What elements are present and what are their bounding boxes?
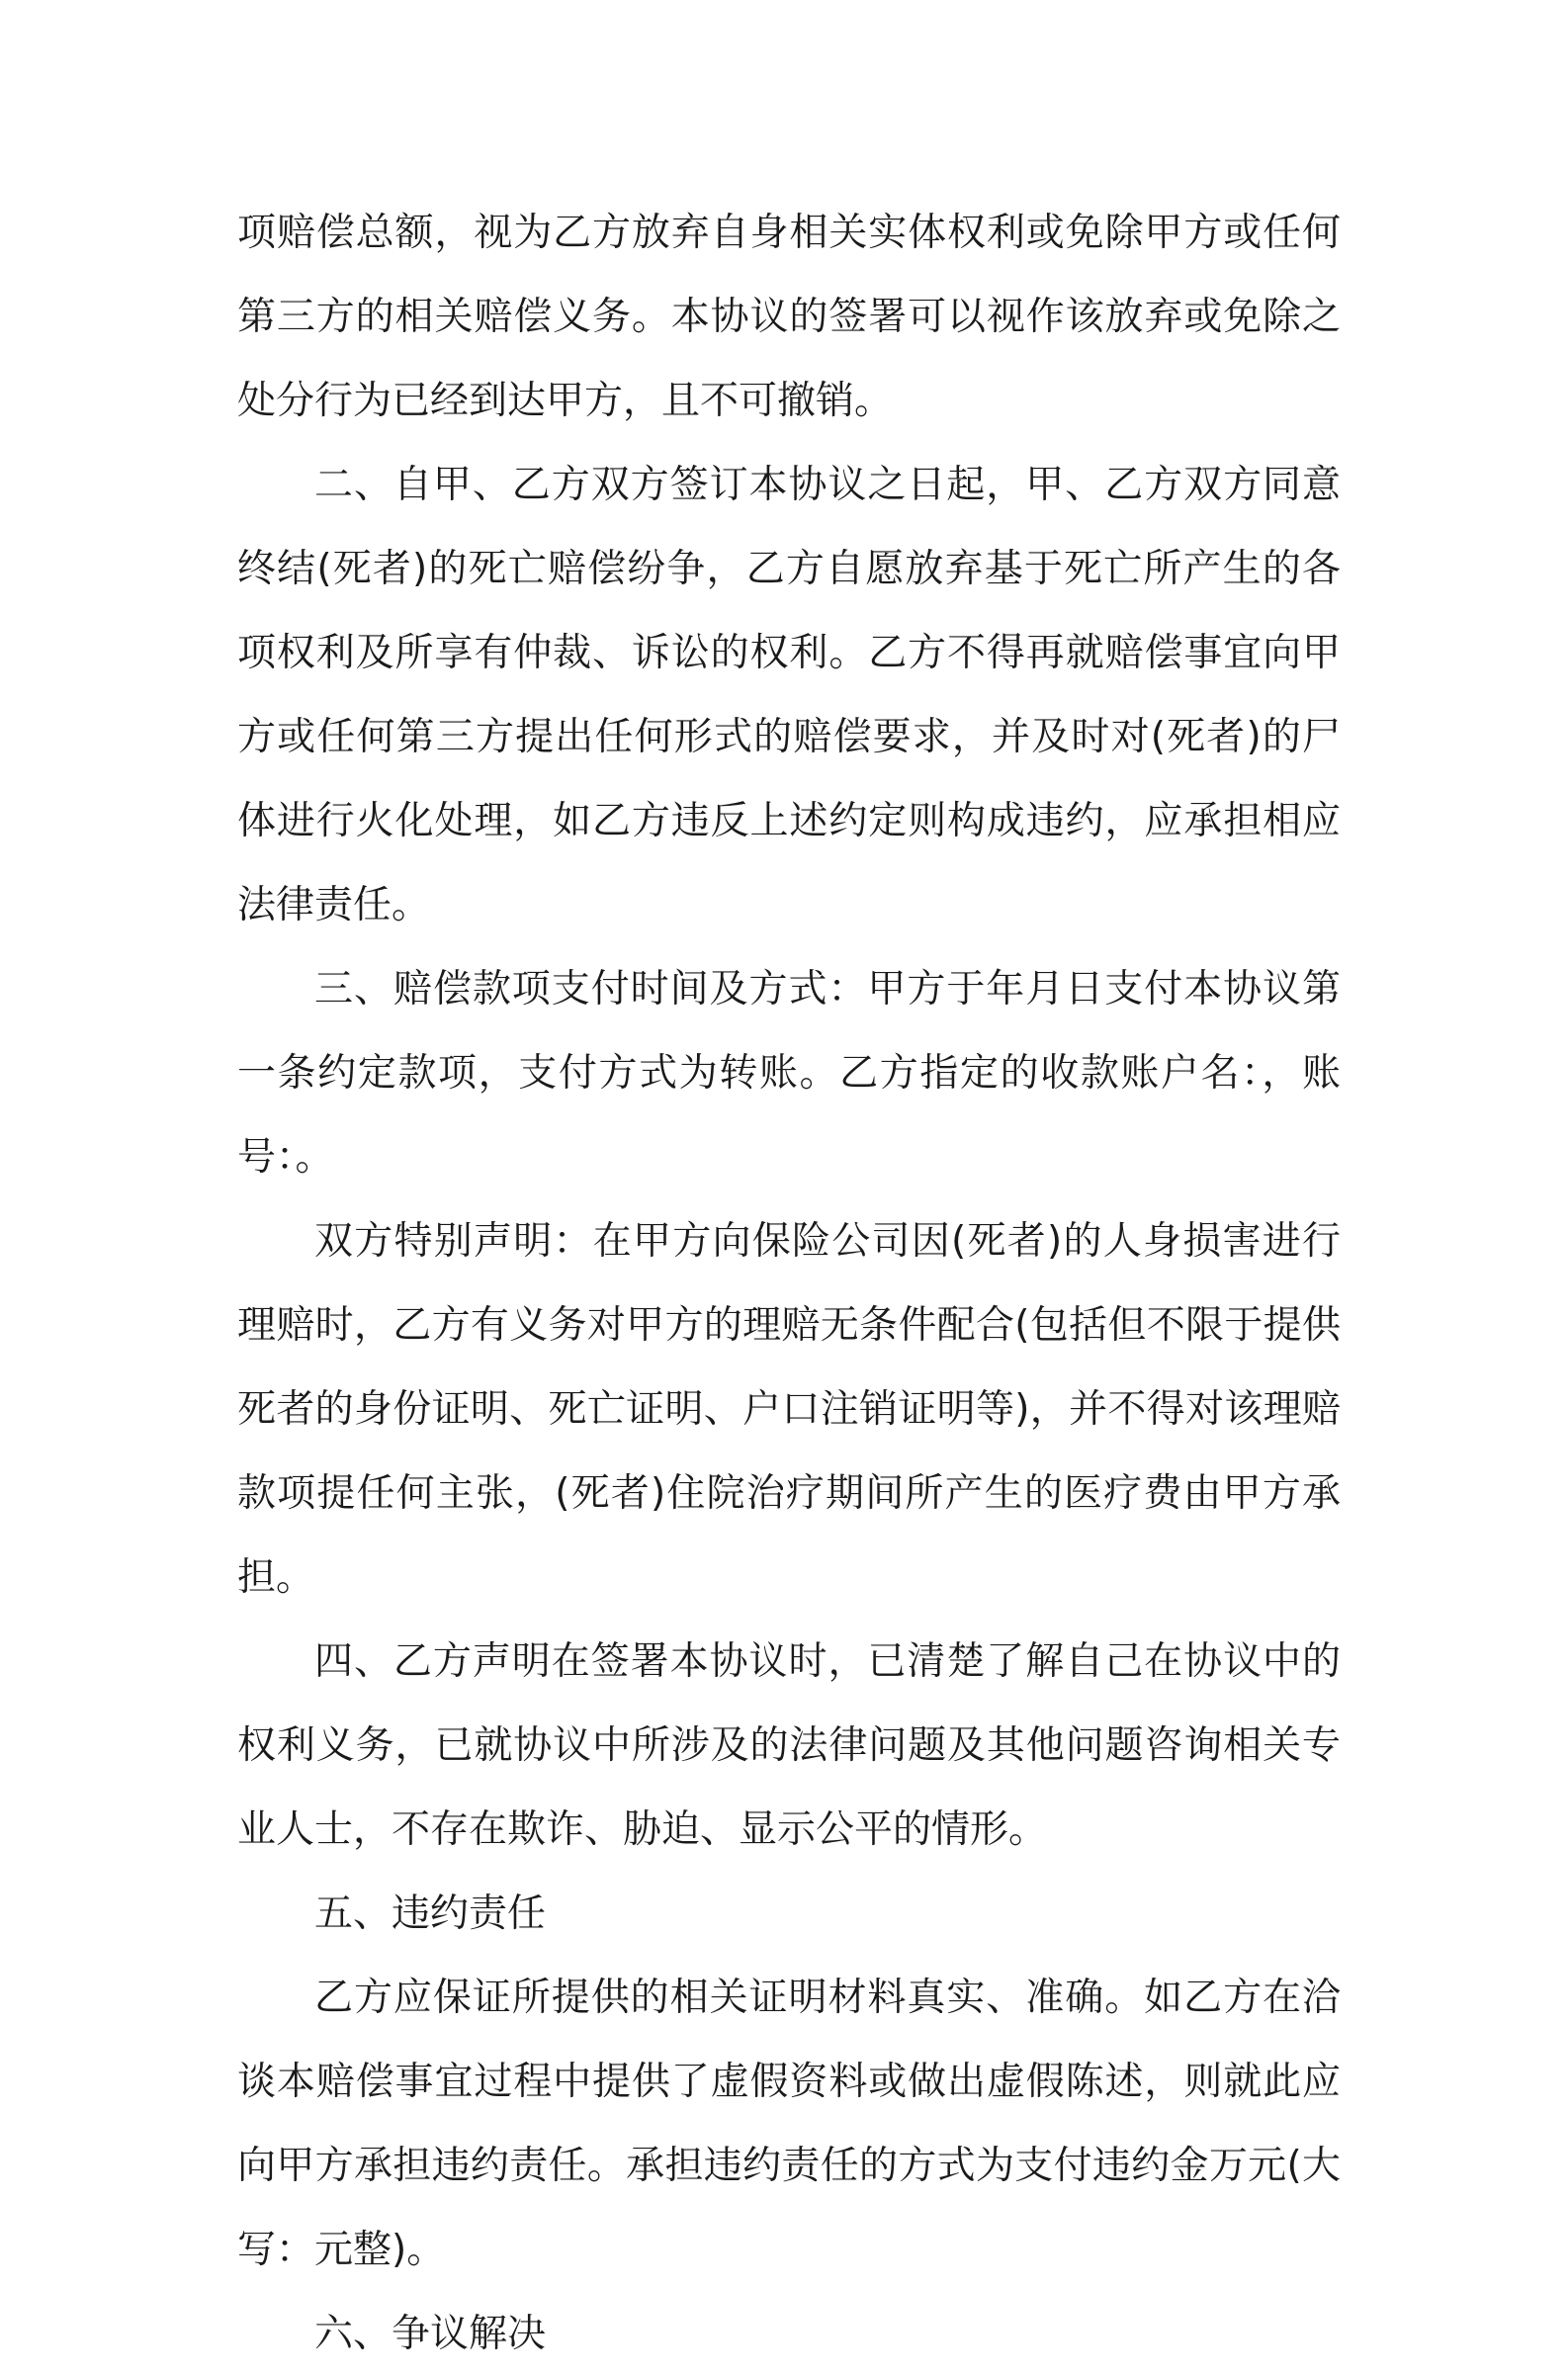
paragraph-clause-3: 三、赔偿款项支付时间及方式：甲方于年月日支付本协议第一条约定款项，支付方式为转账。乙方指定的收款账户名：，账号：。 [237,967,1341,1180]
document-body [237,191,1341,2376]
heading-clause-5: 五、违约责任 [314,1892,547,1936]
paragraph-breach-liability: 乙方应保证所提供的相关证明材料真实、准确。如乙方在洽谈本赔偿事宜过程中提供了虚假资料或做出虚假陈述，则就此应向甲方承担违约责任。承担违约责任的方式为支付违约金万元(大写：元整)。 [237,1976,1341,2272]
paragraph-continuation: 项赔偿总额，视为乙方放弃自身相关实体权利或免除甲方或任何第三方的相关赔偿义务。本协议的签署可以视作该放弃或免除之处分行为已经到达甲方，且不可撤销。 [237,211,1341,423]
heading-clause-6: 六、争议解决 [314,2312,547,2356]
paragraph-special-statement: 双方特别声明：在甲方向保险公司因(死者)的人身损害进行理赔时，乙方有义务对甲方的理赔无条件配合(包括但不限于提供死者的身份证明、死亡证明、户口注销证明等)，并不得对该理赔款项提任何主张，(死者)住院治疗期间所产生的医疗费由甲方承担。 [237,1219,1341,1600]
paragraph-clause-4: 四、乙方声明在签署本协议时，已清楚了解自己在协议中的权利义务，已就协议中所涉及的法律问题及其他问题咨询相关专业人士，不存在欺诈、胁迫、显示公平的情形。 [237,1639,1341,1852]
paragraph-clause-2: 二、自甲、乙方双方签订本协议之日起，甲、乙方双方同意终结(死者)的死亡赔偿纷争，乙方自愿放弃基于死亡所产生的各项权利及所享有仲裁、诉讼的权利。乙方不得再就赔偿事宜向甲方或任何第三方提出任何形式的赔偿要求，并及时对(死者)的尸体进行火化处理，如乙方违反上述约定则构成违约，应承担相应法律责任。 [237,463,1341,927]
